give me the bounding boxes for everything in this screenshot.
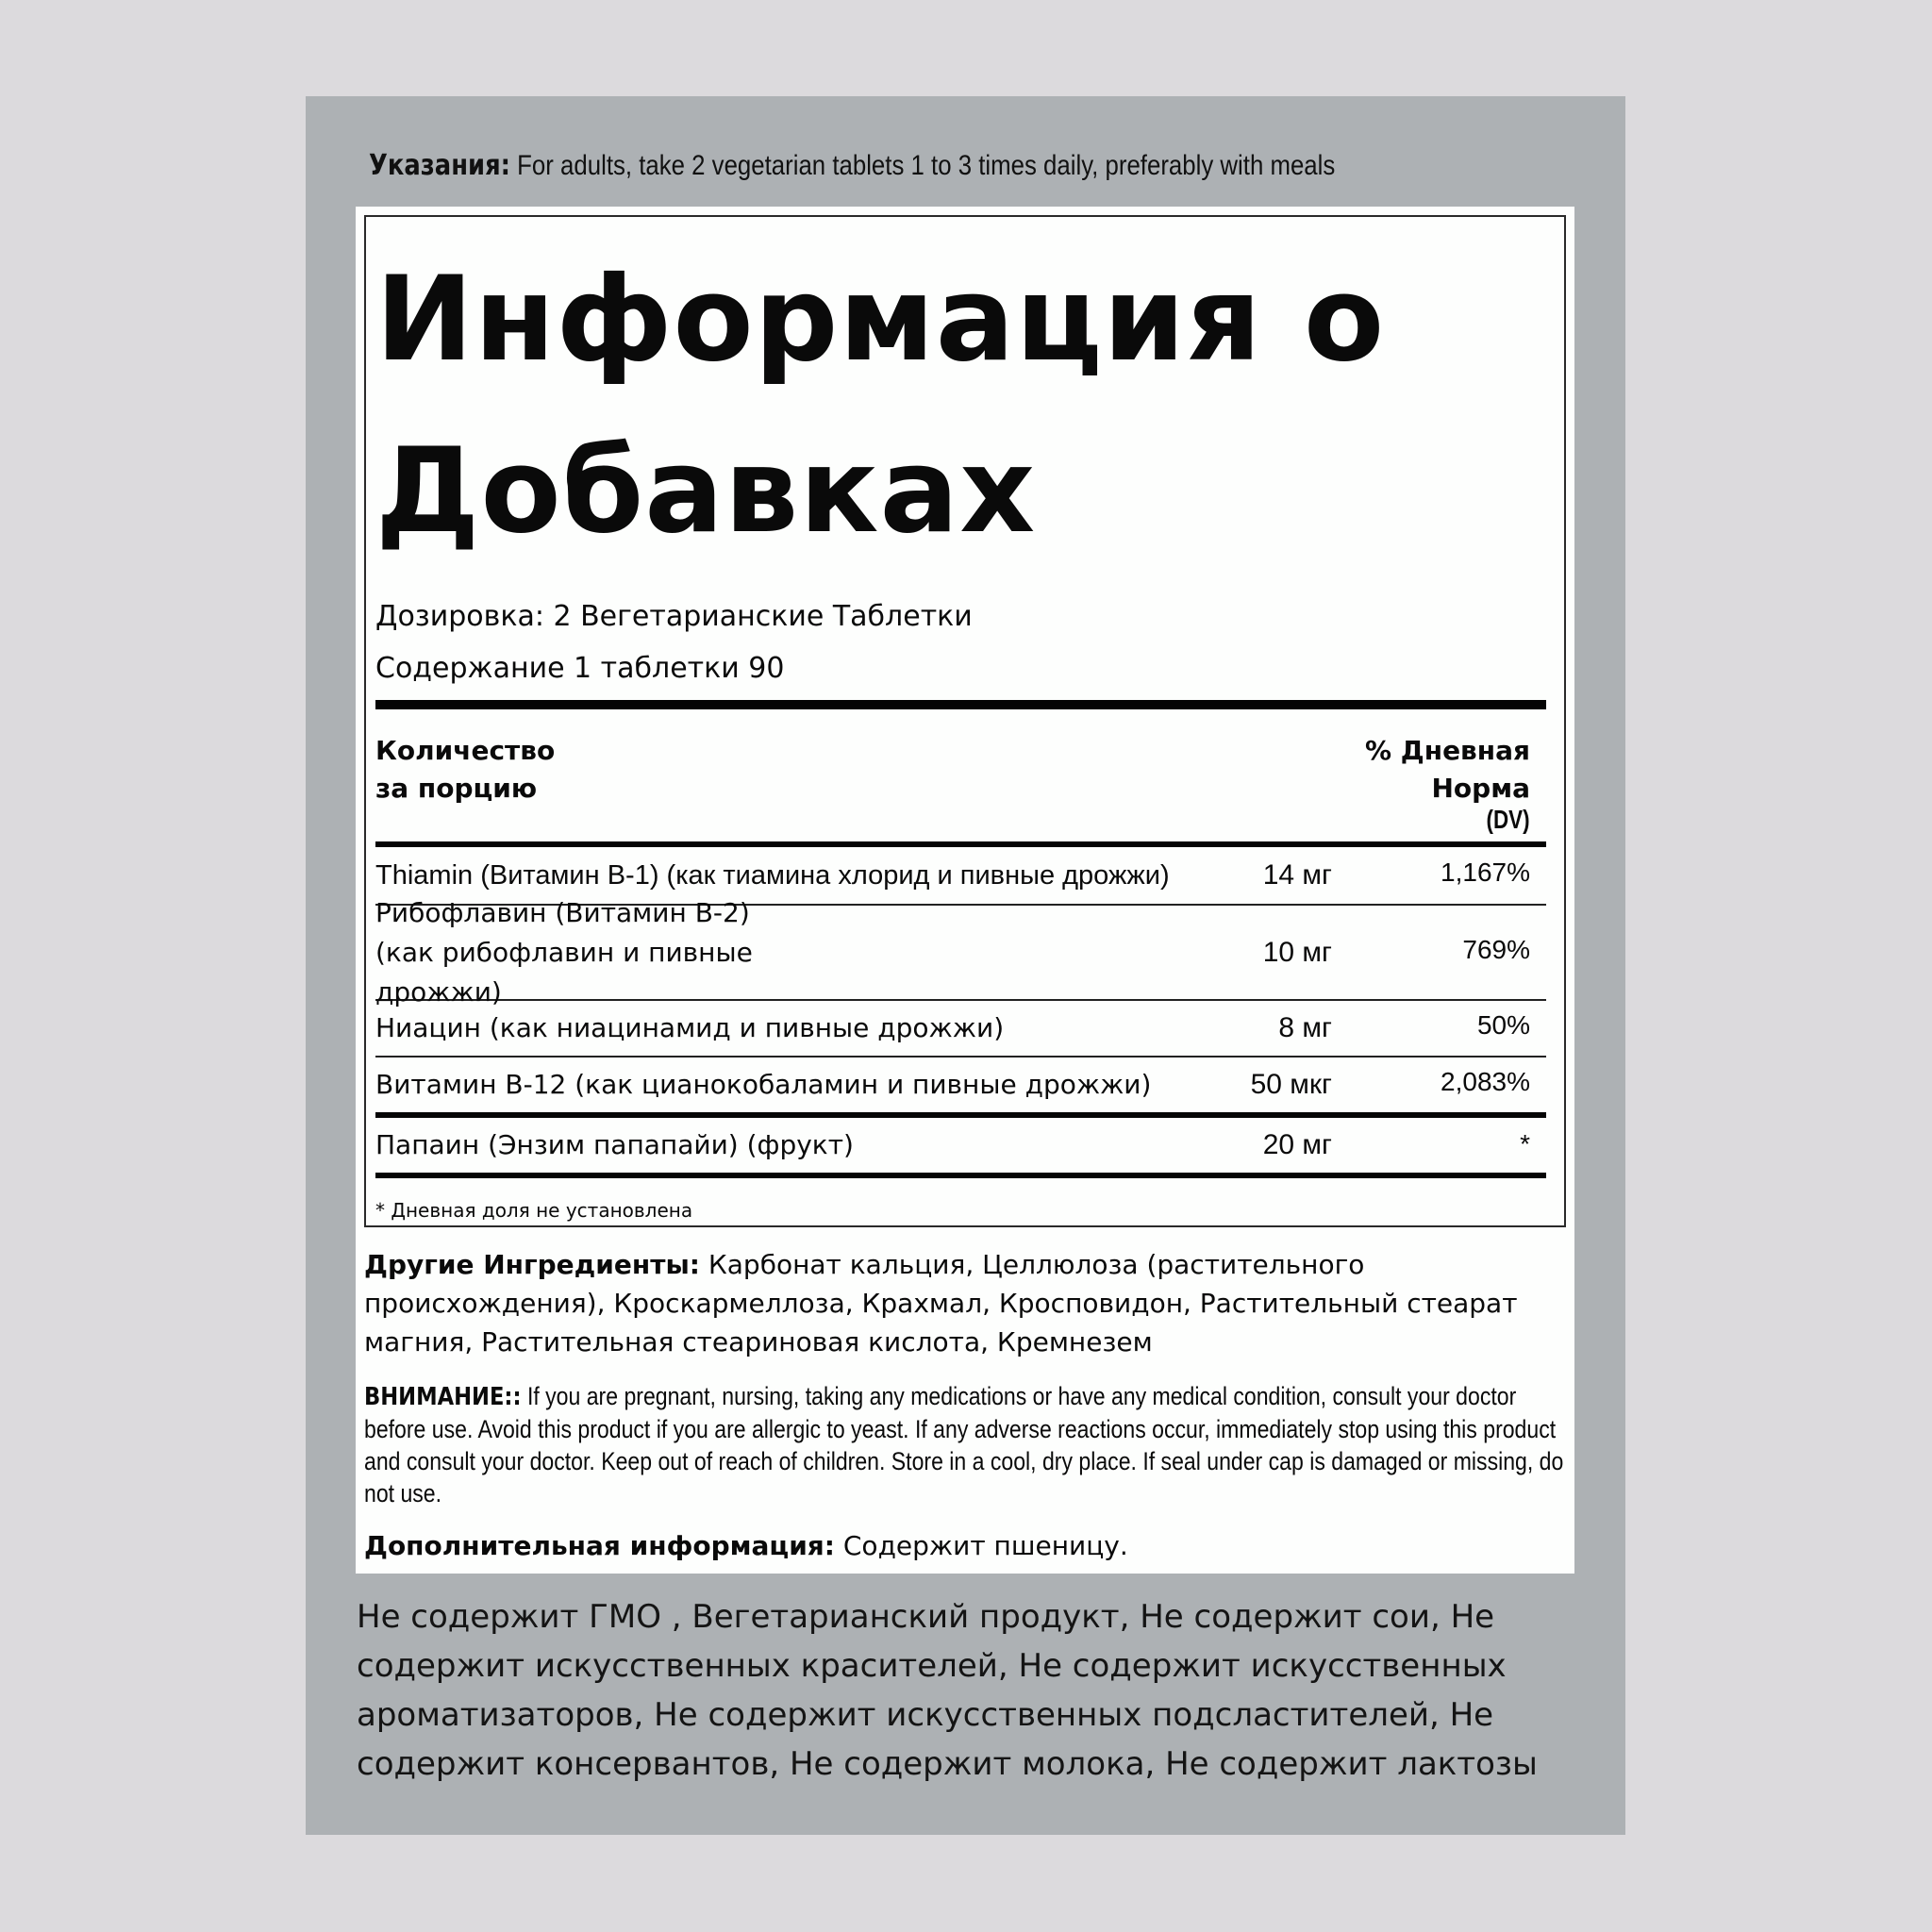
nutrient-amount: 20 мг [1262, 1129, 1332, 1160]
other-ingredients-label: Другие Ингредиенты: [364, 1249, 700, 1280]
amount-header-line1: Количество [375, 735, 556, 766]
additional-info-label: Дополнительная информация: [364, 1530, 835, 1561]
nutrient-name: Рибофлавин (Витамин B-2) (как рибофлавин и пивные дрожжи) [375, 896, 753, 1008]
nutrient-dv: 2,083% [1441, 1067, 1530, 1096]
directions [369, 149, 1335, 182]
dv-header-line3: (DV) [1486, 805, 1530, 834]
divider-medium [375, 1173, 1546, 1178]
nutrient-amount: 50 мкг [1250, 1069, 1332, 1100]
table-row [375, 896, 1546, 1008]
other-ingredients-text: Карбонат кальция, Целлюлоза (растительного происхождения), Кроскармеллоза, Крахмал, Кросповидон, Растительный стеарат магния, Растительная стеариновая кислота, Кремнезем [364, 1249, 1518, 1357]
table-header [375, 709, 1546, 841]
table-row [375, 1058, 1546, 1112]
nutrient-name: Витамин B-12 (как цианокобаламин и пивные дрожжи) [375, 1069, 1152, 1100]
divider-thick [375, 700, 1546, 709]
nutrient-dv: 1,167% [1441, 858, 1530, 887]
table-row [375, 1001, 1546, 1056]
facts-title-line1: Информация о [375, 252, 1386, 388]
dv-header-line1: % Дневная [1364, 735, 1530, 766]
nutrient-amount: 10 мг [1262, 936, 1332, 968]
dv-footnote: * Дневная доля не установлена [375, 1199, 693, 1222]
nutrient-amount: 14 мг [1262, 859, 1332, 891]
serving-size: Дозировка: 2 Вегетарианские Таблетки [375, 600, 973, 633]
nutrient-name: Ниацин (как ниацинамид и пивные дрожжи) [375, 1012, 1005, 1043]
facts-title [375, 234, 1546, 577]
warning-label: ВНИМАНИЕ:: [364, 1383, 522, 1411]
additional-info [364, 1530, 1128, 1561]
table-row [375, 1118, 1546, 1173]
nutrient-name: Thiamin (Витамин B-1) (как тиамина хлорид и пивные дрожжи) [375, 860, 1170, 891]
nutrient-dv: * [1520, 1129, 1530, 1158]
warning-text: If you are pregnant, nursing, taking any medications or have any medical condition, consult your doctor before use. Avoid this product if you are allergic to yeast. If any adverse reactions occur, immediately stop using this product and consult your doctor. Keep out of reach of children. Store in a cool, dry place. If seal under cap is damaged or missing, do not use. [364, 1382, 1564, 1507]
directions-text: For adults, take 2 vegetarian tablets 1 to 3 times daily, preferably with meals [510, 150, 1336, 181]
directions-label: Указания: [369, 149, 511, 182]
servings-per-container: Содержание 1 таблетки 90 [375, 652, 785, 685]
facts-title-line2: Добавках [375, 424, 1037, 559]
other-ingredients [364, 1245, 1562, 1361]
nutrient-dv: 769% [1462, 934, 1530, 964]
additional-info-text: Содержит пшеницу. [834, 1530, 1128, 1561]
nutrient-amount: 8 мг [1278, 1012, 1332, 1043]
warning [364, 1380, 1571, 1509]
free-from-claims: Не содержит ГМО , Вегетарианский продукт, Не содержит сои, Не содержит искусственных красителей, Не содержит искусственных ароматизаторов, Не содержит искусственных подсластителей, Не содержит консервантов, Не содержит молока, Не содержит лактозы [357, 1598, 1538, 1783]
nutrient-dv: 50% [1476, 1010, 1530, 1040]
amount-header-line2: за порцию [375, 773, 538, 804]
dv-header-line2: Норма [1431, 773, 1530, 804]
supplement-facts-box [364, 215, 1566, 1227]
nutrient-name: Папаин (Энзим папапайи) (фрукт) [375, 1129, 854, 1160]
